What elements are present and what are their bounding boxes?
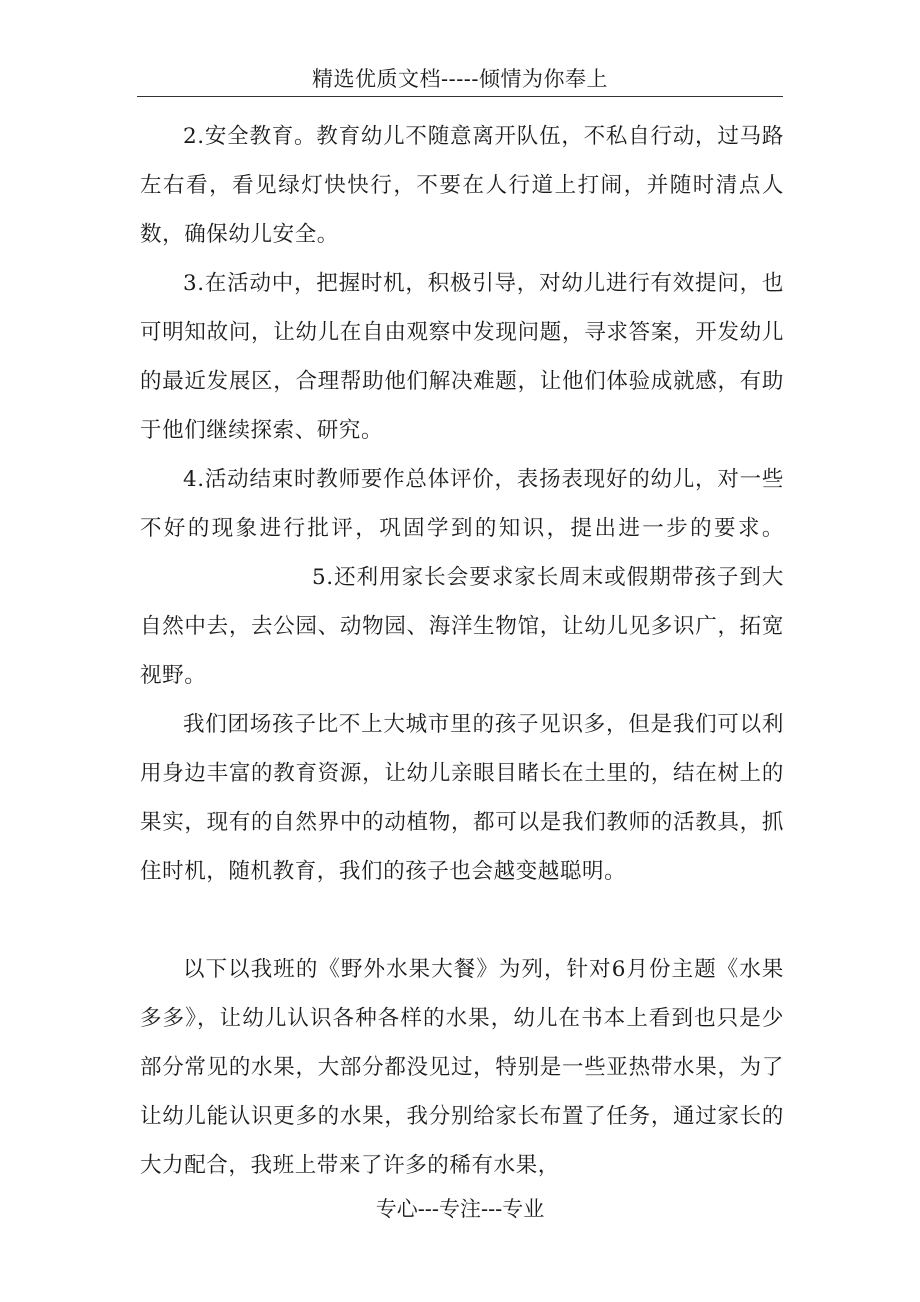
header-divider (137, 96, 783, 97)
paragraph-parents-text: 5.还利用家长会要求家长周末或假期带孩子到大自然中去，去公园、动物园、海洋生物馆，让幼儿见多识广，拓宽视野。 (140, 565, 784, 688)
page-footer: 专心---专注---专业 (375, 1197, 545, 1221)
paragraph-guidance: 3.在活动中，把握时机，积极引导，对幼儿进行有效提问，也可明知故问，让幼儿在自由观察中发现问题，寻求答案，开发幼儿的最近发展区，合理帮助他们解决难题，让他们体验成就感，有助于他们继续探索、研究。 (140, 271, 784, 443)
paragraph-evaluation-text: 4.活动结束时教师要作总体评价，表扬表现好的幼儿，对一些不好的现象进行批评，巩固学到的知识，提出进一步的要求。 (140, 467, 784, 541)
paragraph-resources: 我们团场孩子比不上大城市里的孩子见识多，但是我们可以利用身边丰富的教育资源，让幼儿亲眼目睹长在土里的，结在树上的果实，现有的自然界中的动植物，都可以是我们教师的活教具，抓住时机，随机教育，我们的孩子也会越变越聪明。 (140, 712, 784, 884)
page-header: 精选优质文档-----倾情为你奉上 (312, 67, 608, 91)
paragraph-safety: 2.安全教育。教育幼儿不随意离开队伍，不私自行动，过马路左右看，看见绿灯快快行，不要在人行道上打闹，并随时清点人数，确保幼儿安全。 (140, 124, 784, 247)
paragraph-fruit-example: 以下以我班的《野外水果大餐》为列，针对6月份主题《水果多多》，让幼儿认识各种各样的水果，幼儿在书本上看到也只是少部分常见的水果，大部分都没见过，特别是一些亚热带水果，为了让幼儿能认识更多的水果，我分别给家长布置了任务，通过家长的大力配合，我班上带来了许多的稀有水果， (140, 957, 784, 1178)
document-body (140, 112, 784, 1190)
paragraph-evaluation (140, 455, 784, 700)
